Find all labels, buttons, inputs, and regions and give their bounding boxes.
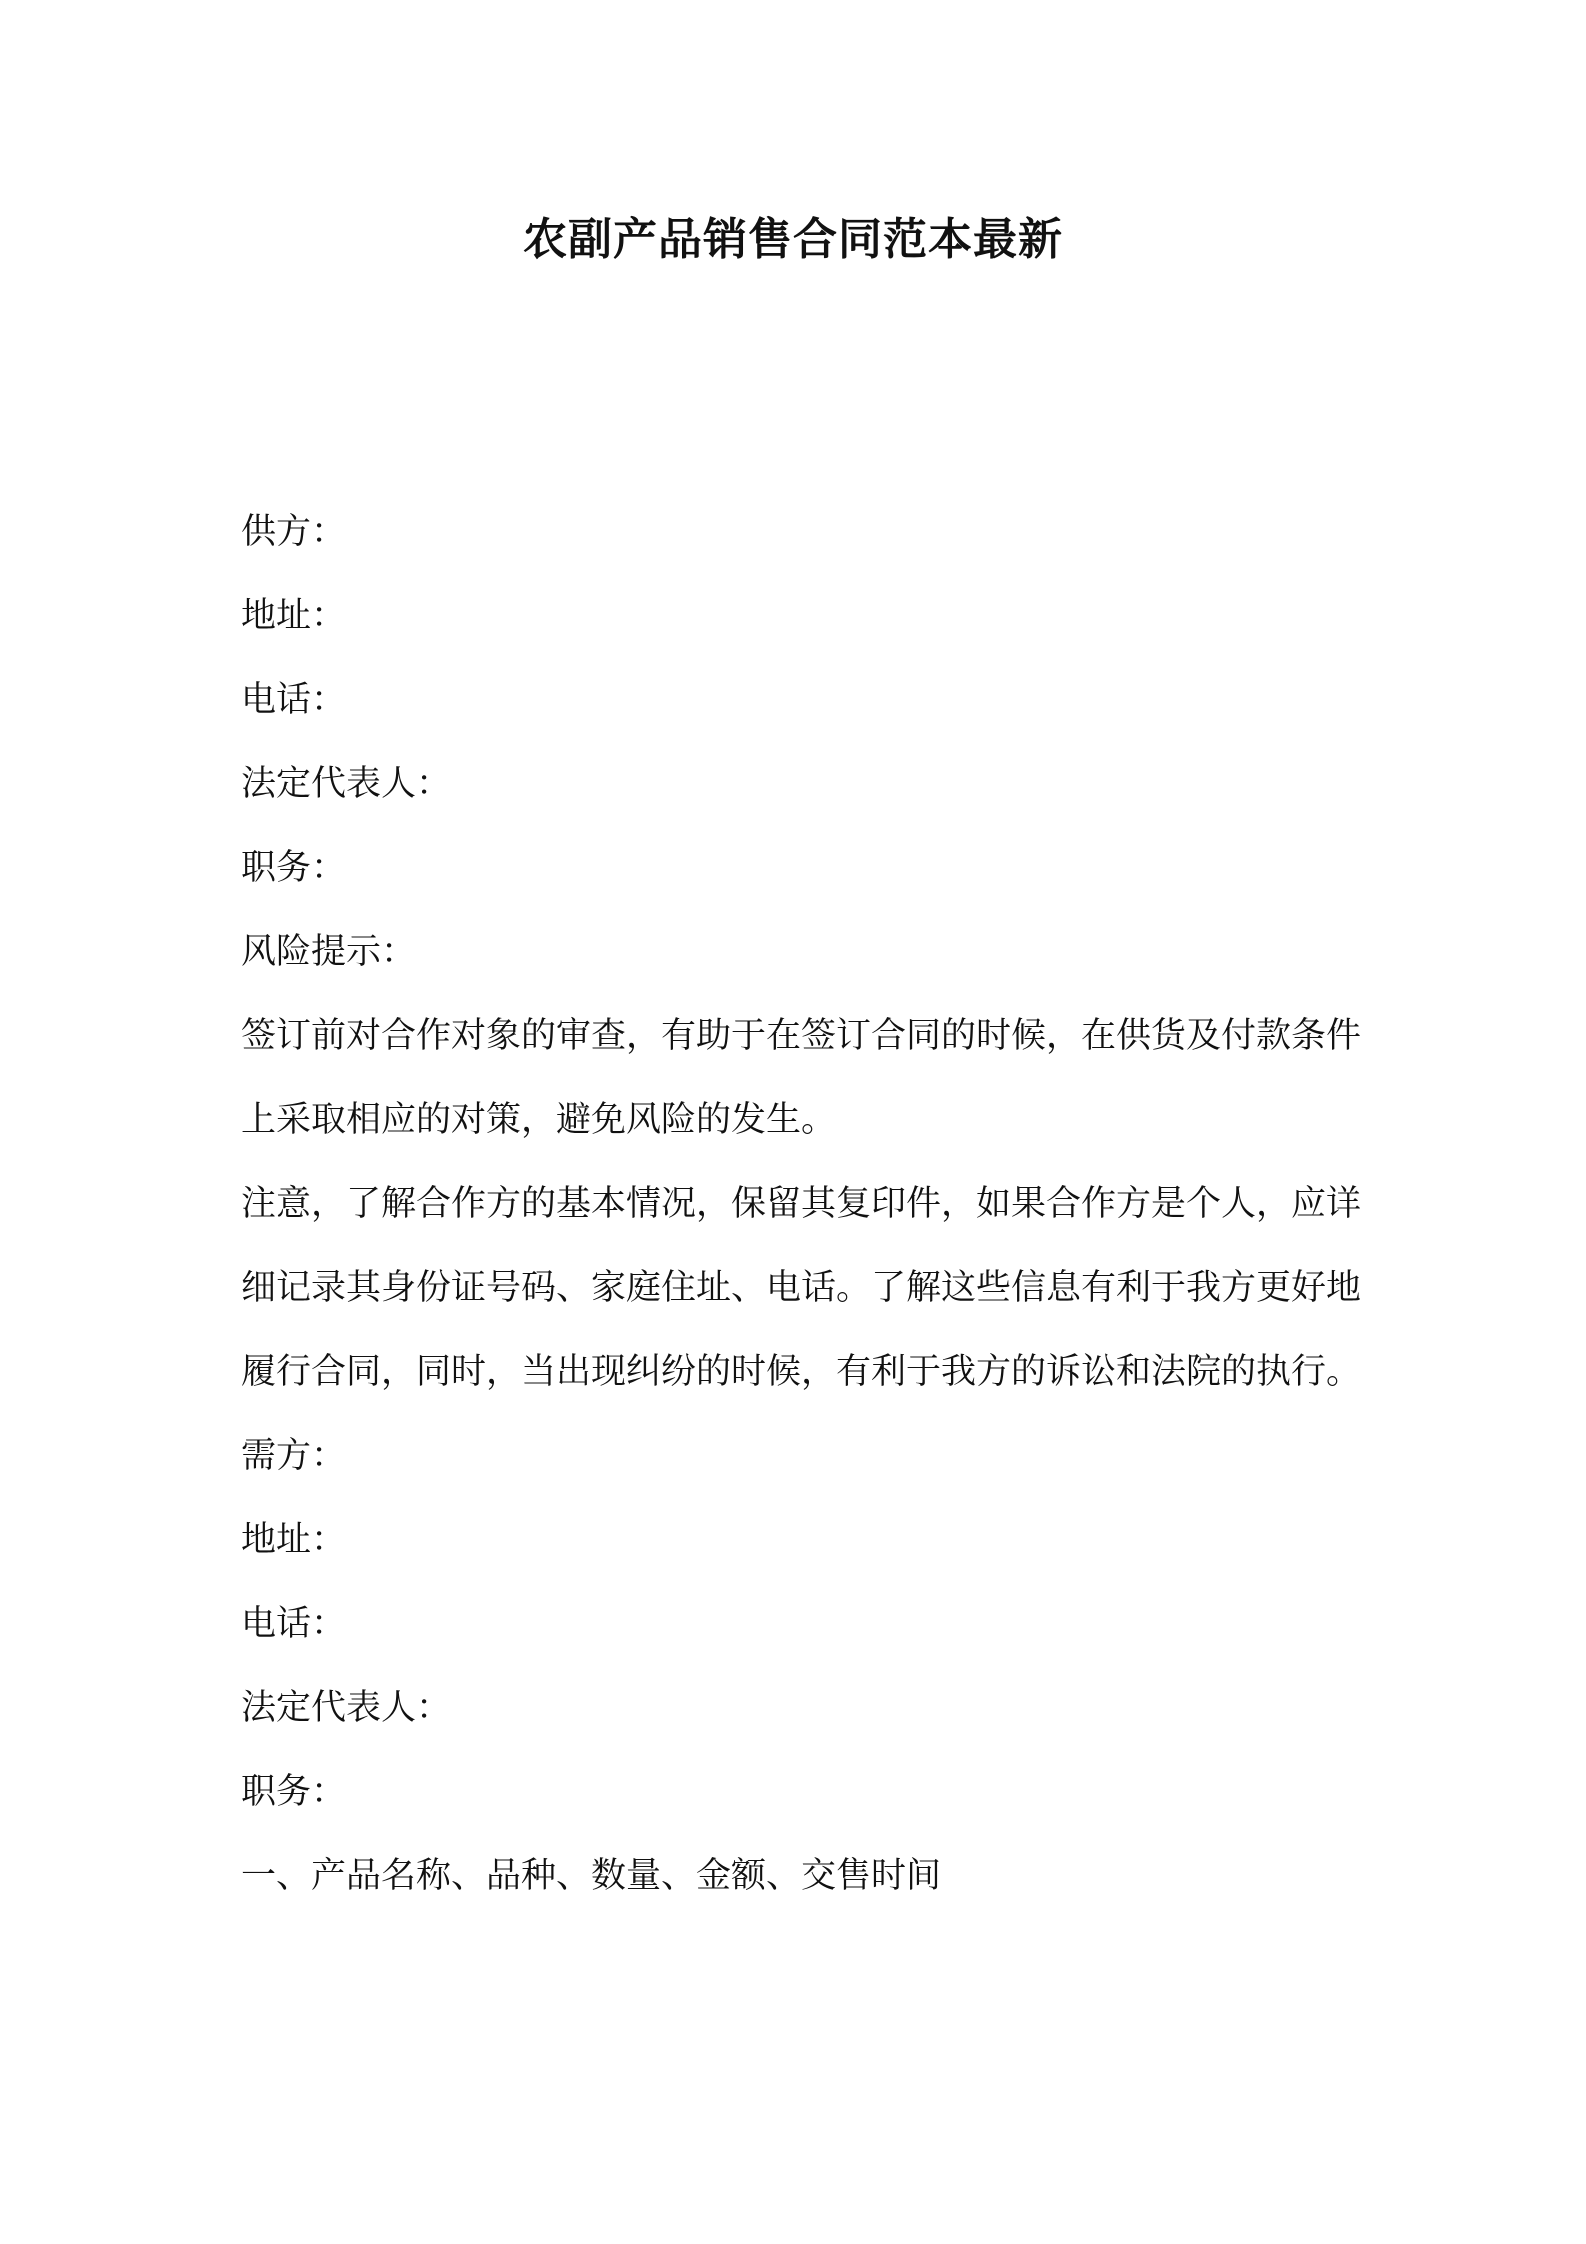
buyer-position-label: 职务： <box>241 1772 347 1812</box>
risk-heading: 风险提示： <box>241 932 417 972</box>
section-1-heading: 一、产品名称、品种、数量、金额、交售时间 <box>241 1856 942 1896</box>
supplier-position-label: 职务： <box>241 848 347 888</box>
document-body <box>241 490 1361 1918</box>
buyer-label: 需方： <box>241 1436 347 1476</box>
document-title: 农副产品销售合同范本最新 <box>523 214 1063 265</box>
buyer-address-label: 地址： <box>241 1520 347 1560</box>
buyer-legal-rep-label: 法定代表人： <box>241 1688 452 1728</box>
buyer-phone-label: 电话： <box>241 1604 347 1644</box>
supplier-label: 供方： <box>241 512 347 552</box>
supplier-legal-rep-label: 法定代表人： <box>241 764 452 804</box>
risk-paragraph-2: 注意，了解合作方的基本情况，保留其复印件，如果合作方是个人，应详细记录其身份证号码、家庭住址、电话。了解这些信息有利于我方更好地履行合同，同时，当出现纠纷的时候，有利于我方的诉讼和法院的执行。 <box>241 1184 1362 1392</box>
supplier-phone-label: 电话： <box>241 680 347 720</box>
supplier-address-label: 地址： <box>241 596 347 636</box>
risk-paragraph-1: 签订前对合作对象的审查，有助于在签订合同的时候，在供货及付款条件上采取相应的对策，避免风险的发生。 <box>241 1016 1362 1140</box>
